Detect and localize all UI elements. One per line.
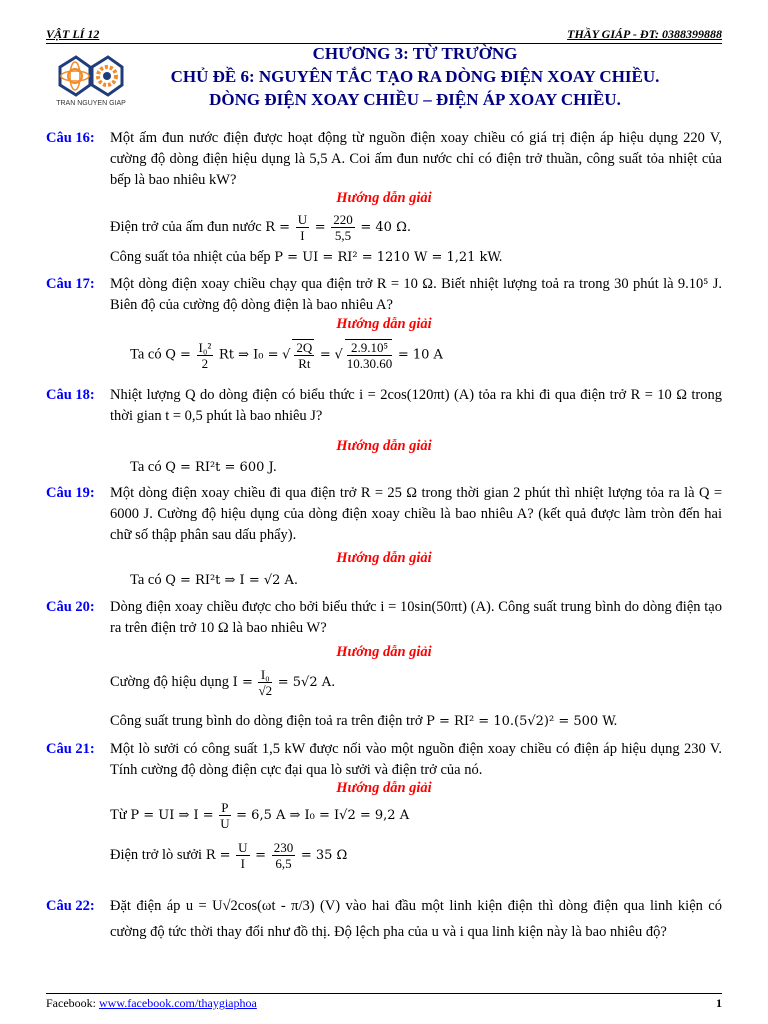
- page-header: [46, 27, 722, 43]
- footer-rule: [46, 993, 722, 994]
- solution-heading: Hướng dẫn giải: [336, 550, 432, 566]
- solution-heading: Hướng dẫn giải: [336, 644, 432, 660]
- sqrt-fraction: $\frac{2Q}{Rt}$: [292, 339, 314, 371]
- question-18: Câu 18: Nhiệt lượng Q do dòng điện có biểu thức i = 2cos(120πt) (A) tỏa ra khi đi qua điện trở R = 10 Ω trong thời gian t = 0,5 phút là bao nhiêu J?: [46, 387, 722, 424]
- fraction: $\frac{U}{I}$: [238, 840, 248, 871]
- page-number: 1: [716, 996, 722, 1010]
- solution-heading: Hướng dẫn giải: [336, 316, 432, 332]
- fraction: $\frac{U}{I}$: [297, 212, 308, 243]
- fraction: $\frac{230}{6,5}$: [273, 840, 294, 871]
- solution-18: Ta có Q = RI²t = 600 J.: [130, 459, 277, 475]
- facebook-link[interactable]: www.facebook.com/thaygiaphoa: [99, 996, 257, 1010]
- solution-17: Ta có Q = $\frac{\text{I₀²}}{2}$ Rt ⇒ I₀ = √ $\frac{2Q}{Rt}$ = √ $\frac{\text{2.9.10⁵}}{10.30.60}$ = 10 A: [130, 339, 443, 371]
- fraction: $\frac{220}{5,5}$: [333, 212, 353, 243]
- question-22: Câu 22: Đặt điện áp u = U√2cos(ωt - π/3) (V) vào hai đầu một linh kiện điện thì dòng điện qua linh kiện có cường độ tức thời thay đổi như đồ thị. Độ lệch pha của u và i qua linh kiện này là bao nhiêu độ?: [46, 898, 722, 940]
- question-19: Câu 19: Một dòng điện xoay chiều đi qua điện trở R = 25 Ω trong thời gian 2 phút thì nhiệt lượng tỏa ra là Q = 6000 J. Cường độ hiệu dụng của dòng điện xoay chiều là bao nhiêu A? (kết quả được làm tròn đến hai chữ số thập phân sau dấu phẩy).: [46, 485, 722, 543]
- question-text: Một ấm đun nước điện được hoạt động từ nguồn điện xoay chiều có giá trị điện áp hiệu dụng 220 V, cường độ dòng điện hiệu dụng là 5,5 A. Coi ấm đun nước chỉ có điện trở thuần, công suất tỏa nhiệt của bếp là bao nhiêu kW?: [110, 130, 722, 188]
- question-17: Câu 17: Một dòng điện xoay chiều chạy qua điện trở R = 10 Ω. Biết nhiệt lượng toả ra trong 30 phút là 9.10⁵ J. Biên độ của cường độ dòng điện là bao nhiêu A?: [46, 276, 722, 313]
- question-label: Câu 16:: [46, 130, 95, 146]
- solution-20-current: Cường độ hiệu dụng I = $\frac{\text{I₀}}{√2}$ = 5√2 A.: [110, 667, 336, 698]
- fraction: $\frac{\text{I₀²}}{2}$: [198, 339, 212, 371]
- fraction: $\frac{\text{I₀}}{√2}$: [258, 667, 273, 698]
- logo-caption: TRAN NGUYEN GIAP: [56, 100, 126, 107]
- subject-label: VẬT LÍ 12: [46, 27, 100, 41]
- solution-19: Ta có Q = RI²t ⇒ I = √2 A.: [130, 572, 299, 588]
- teacher-contact: THẦY GIÁP - ĐT: 0388399888: [567, 27, 722, 41]
- question-20: Câu 20: Dòng điện xoay chiều được cho bởi biểu thức i = 10sin(50πt) (A). Công suất trung bình do dòng điện tạo ra trên điện trở 10 Ω là bao nhiêu W?: [46, 599, 722, 636]
- solution-20-power: Công suất trung bình do dòng điện toả ra trên điện trở P = RI² = 10.(5√2)² = 500 W.: [110, 713, 618, 729]
- topic-subtitle: DÒNG ĐIỆN XOAY CHIỀU – ĐIỆN ÁP XOAY CHIỀU.: [209, 90, 621, 109]
- footer-label: Facebook:: [46, 996, 96, 1010]
- topic-title: CHỦ ĐỀ 6: NGUYÊN TẮC TẠO RA DÒNG ĐIỆN XOAY CHIỀU.: [170, 67, 660, 86]
- page-footer: [46, 996, 722, 1011]
- solution-heading: Hướng dẫn giải: [336, 780, 432, 796]
- solution-heading: Hướng dẫn giải: [336, 190, 432, 206]
- sqrt-fraction: $\frac{\text{2.9.10⁵}}{10.30.60}$: [346, 340, 393, 371]
- solution-16-power: Công suất tỏa nhiệt của bếp P = UI = RI² = 1210 W = 1,21 kW.: [110, 249, 503, 265]
- chapter-title: CHƯƠNG 3: TỪ TRƯỜNG: [312, 44, 518, 63]
- question-21: Câu 21: Một lò sưởi có công suất 1,5 kW được nối vào một nguồn điện xoay chiều có điện áp hiệu dụng 230 V. Tính cường độ dòng điện cực đại qua lò sưởi và điện trở của nó.: [46, 741, 722, 778]
- solution-21-current: Từ P = UI ⇒ I = $\frac{P}{U}$ = 6,5 A ⇒ I₀ = I√2 = 9,2 A: [110, 800, 410, 831]
- fraction: $\frac{P}{U}$: [220, 800, 230, 831]
- question-16: [46, 128, 722, 191]
- solution-21-resistance: Điện trở lò sưởi R = $\frac{U}{I}$ = $\frac{230}{6,5}$ = 35 Ω: [110, 840, 348, 871]
- solution-16-resistance: Điện trở của ấm đun nước R = $\frac{U}{I}$ = $\frac{220}{5,5}$ = 40 Ω.: [110, 212, 412, 243]
- solution-heading: Hướng dẫn giải: [336, 438, 432, 454]
